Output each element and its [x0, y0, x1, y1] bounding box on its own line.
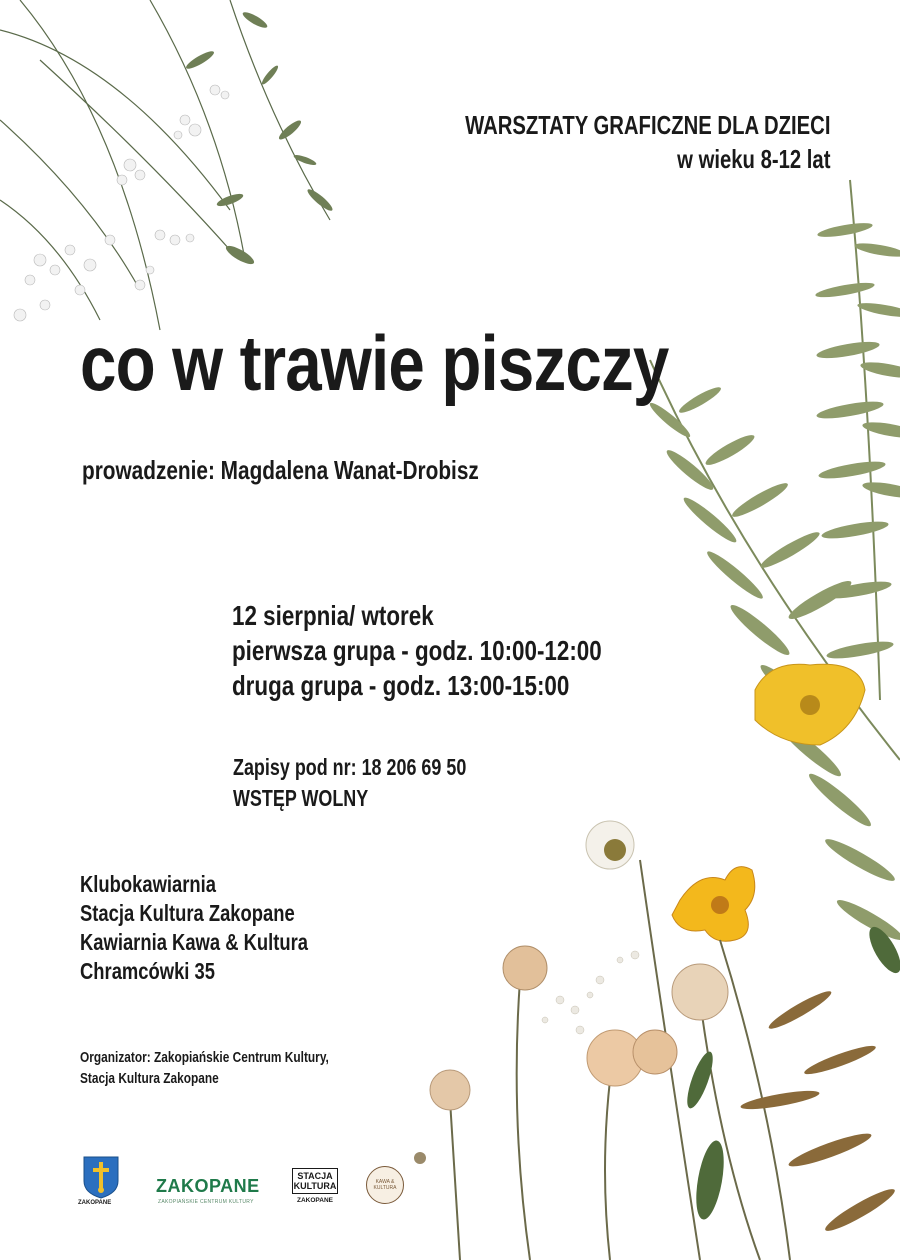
zakopane-logo-sub: ZAKOPIAŃSKIE CENTRUM KULTURY [158, 1199, 254, 1205]
header-line-2: w wieku 8-12 lat [676, 144, 830, 174]
green-leaves [682, 922, 900, 1221]
schedule-date: 12 sierpnia/ wtorek [232, 600, 434, 631]
event-title: co w trawie piszczy [80, 319, 669, 407]
workshop-header [362, 108, 830, 176]
stacja-logo-sub: ZAKOPANE [297, 1197, 333, 1204]
coat-of-arms-icon [82, 1155, 120, 1199]
cafe-badge-text: KAWA & KULTURA [373, 1179, 397, 1191]
herb-leaves [184, 10, 335, 268]
white-flower-clusters [14, 85, 229, 321]
stacja-logo-line-1: STACJA [297, 1171, 333, 1181]
signup-info [233, 752, 466, 814]
brown-leaves [740, 987, 899, 1236]
signup-phone: Zapisy pod nr: 18 206 69 50 [233, 754, 467, 780]
organizer-line-1: Organizator: Zakopiańskie Centrum Kultury, [80, 1050, 329, 1066]
schedule-group-2: druga grupa - godz. 13:00-15:00 [232, 670, 570, 701]
free-entry: WSTĘP WOLNY [233, 785, 369, 811]
schedule-group-1: pierwsza grupa - godz. 10:00-12:00 [232, 635, 602, 666]
venue-line-3: Kawiarnia Kawa & Kultura [80, 929, 309, 955]
stacja-kultura-logo [290, 1168, 340, 1206]
dried-flowers [414, 821, 728, 1164]
venue-line-4: Chramcówki 35 [80, 958, 215, 984]
stacja-logo-line-2: KULTURA [293, 1181, 337, 1191]
header-line-1: WARSZTATY GRAFICZNE DLA DZIECI [464, 110, 830, 140]
workshop-leader: prowadzenie: Magdalena Wanat-Drobisz [82, 455, 479, 485]
coffee-cup-icon [366, 1166, 404, 1204]
organizer [80, 1048, 329, 1090]
crest-caption: ZAKOPANE [78, 1200, 112, 1206]
partner-logos [78, 1150, 418, 1220]
top-left-herbs [0, 0, 330, 330]
organizer-line-2: Stacja Kultura Zakopane [80, 1071, 219, 1087]
schedule [232, 598, 602, 703]
venue-line-2: Stacja Kultura Zakopane [80, 900, 295, 926]
zakopane-logo-word: ZAKOPANE [156, 1176, 260, 1196]
venue-line-1: Klubokawiarnia [80, 871, 216, 897]
venue-address [80, 870, 308, 986]
small-white-sprigs [542, 951, 639, 1034]
